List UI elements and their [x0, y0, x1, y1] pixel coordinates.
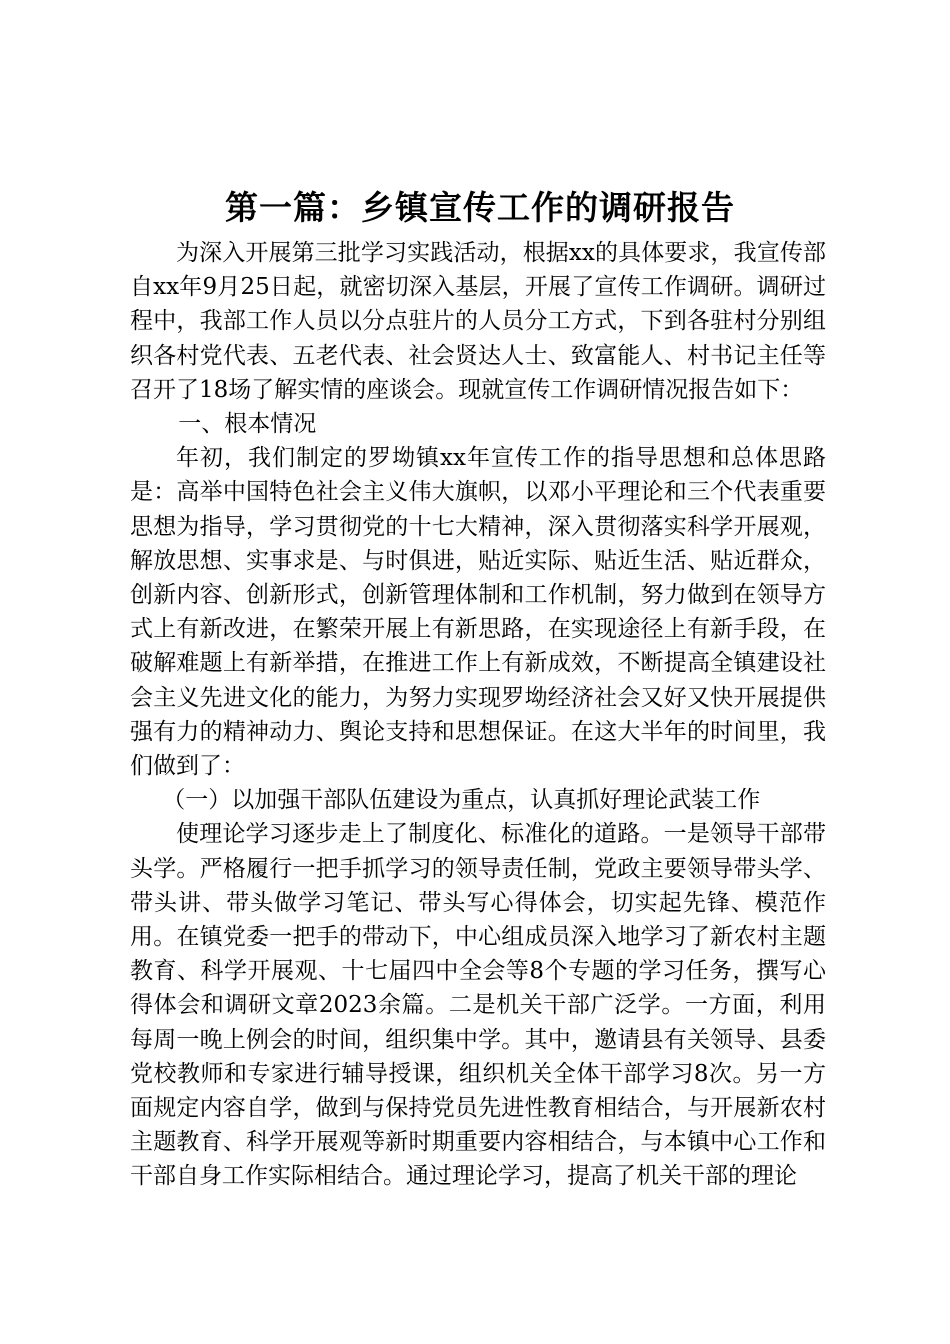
paragraph-intro: 为深入开展第三批学习实践活动，根据xx的具体要求，我宣传部自xx年9月25日起，就密切深入基层，开展了宣传工作调研。调研过程中，我部工作人员以分点驻片的人员分工方式，下到各驻村分别组织各村党代表、五老代表、社会贤达人士、致富能人、村书记主任等召开了18场了解实情的座谈会。现就宣传工作调研情况报告如下：: [130, 240, 826, 403]
document-body: [130, 236, 826, 1194]
document-title: 第一篇：乡镇宣传工作的调研报告: [225, 188, 735, 227]
paragraph-theory-study: 使理论学习逐步走上了制度化、标准化的道路。一是领导干部带头学。严格履行一把手抓学习的领导责任制，党政主要领导带头学、带头讲、带头做学习笔记、带头写心得体会，切实起先锋、模范作用。在镇党委一把手的带动下，中心组成员深入地学习了新农村主题教育、科学开展观、十七届四中全会等8个专题的学习任务，撰写心得体会和调研文章2023余篇。二是机关干部广泛学。一方面，利用每周一晚上例会的时间，组织集中学。其中，邀请县有关领导、县委党校教师和专家进行辅导授课，组织机关全体干部学习8次。另一方面规定内容自学，做到与保持党员先进性教育相结合，与开展新农村主题教育、科学开展观等新时期重要内容相结合，与本镇中心工作和干部自身工作实际相结合。通过理论学习，提高了机关干部的理论: [130, 821, 826, 1190]
paragraph-guiding-thought: 年初，我们制定的罗坳镇xx年宣传工作的指导思想和总体思路是：高举中国特色社会主义伟大旗帜，以邓小平理论和三个代表重要思想为指导，学习贯彻党的十七大精神，深入贯彻落实科学开展观，解放思想、实事求是、与时俱进，贴近实际、贴近生活、贴近群众，创新内容、创新形式，创新管理体制和工作机制，努力做到在领导方式上有新改进，在繁荣开展上有新思路，在实现途径上有新手段，在破解难题上有新举措，在推进工作上有新成效，不断提高全镇建设社会主义先进文化的能力，为努力实现罗坳经济社会又好又快开展提供强有力的精神动力、舆论支持和思想保证。在这大半年的时间里，我们做到了：: [130, 445, 826, 780]
section-heading-basic-situation: 一、根本情况: [178, 411, 317, 438]
subsection-heading-theory: （一）以加强干部队伍建设为重点，认真抓好理论武装工作: [162, 787, 761, 814]
